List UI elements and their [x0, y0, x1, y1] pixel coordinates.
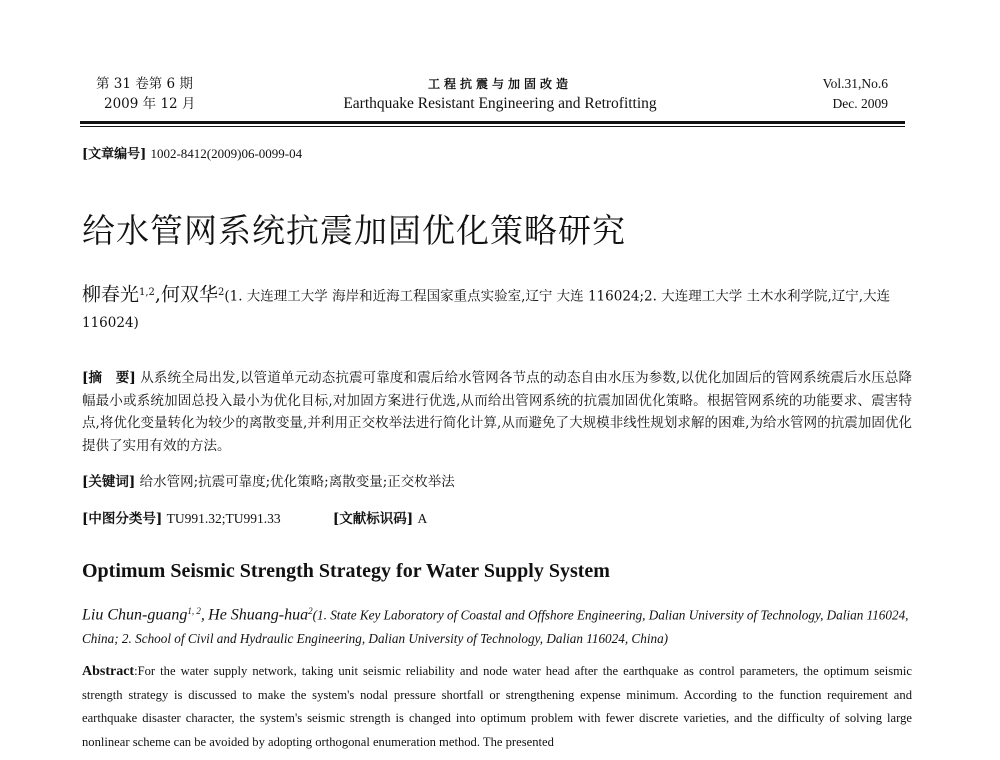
keywords-cn — [82, 470, 455, 490]
abstract-cn-label: [摘 要] — [82, 370, 136, 386]
issue-info — [96, 74, 195, 114]
issue-info-en — [823, 74, 888, 114]
header-rule-thick — [80, 121, 905, 124]
author-separator-cn: , — [154, 283, 161, 306]
author-2-cn-affil: 2 — [217, 287, 225, 298]
journal-name-cn: 工程抗震与加固改造 — [427, 77, 572, 91]
affiliation-cn: (1. 大连理工大学 海岸和近海工程国家重点实验室,辽宁 大连 116024;2. 大连理工大学 土木水利学院,辽宁,大连 116024) — [82, 288, 891, 331]
doc-code-label: [文献标识码] — [332, 511, 414, 527]
clc-label: [中图分类号] — [82, 511, 163, 527]
journal-name — [280, 74, 720, 114]
author-separator-en: , — [200, 606, 205, 624]
authors-cn — [82, 280, 912, 336]
author-2-cn: 何双华 — [160, 283, 218, 306]
abstract-en-label: Abstract — [82, 664, 135, 679]
header-rule-thin — [80, 126, 905, 127]
author-1-en-affil: 1, 2 — [187, 606, 201, 616]
affiliation-en: (1. State Key Laboratory of Coastal and Offshore Engineering, Dalian University of Technology, Dalian 116024, China; 2. School of Civil and Hydraulic Engineering, Dalian University of Technology, Dalian 116024, China) — [82, 607, 909, 647]
abstract-en-colon: : — [134, 664, 138, 678]
volume-issue-cn: 第 31 卷第 6 期 — [96, 76, 193, 92]
date-cn: 2009 年 12 月 — [104, 96, 196, 112]
article-number — [82, 143, 302, 162]
author-1-en: Liu Chun-guang — [82, 606, 188, 624]
abstract-cn-text: 从系统全局出发,以管道单元动态抗震可靠度和震后给水管网各节点的动态自由水压为参数,以优化加固后的管网系统震后水压总降幅最小或系统加固总投入最小为优化目标,对加固方案进行优选,从而给出管网系统的抗震加固优化策略。根据管网系统的功能要求、震害特点,将优化变量转化为较少的离散变量,并利用正交枚举法进行简化计算,从而避免了大规模非线性规划求解的困难,为给水管网的抗震加固优化提供了实用有效的方法。 — [82, 370, 912, 454]
keywords-cn-text: 给水管网;抗震可靠度;优化策略;离散变量;正交枚举法 — [139, 474, 455, 490]
abstract-en — [82, 660, 912, 754]
journal-name-en: Earthquake Resistant Engineering and Retrofitting — [343, 95, 657, 112]
article-number-value: 1002-8412(2009)06-0099-04 — [150, 146, 303, 161]
doc-code-value: A — [417, 511, 428, 526]
authors-en — [82, 599, 912, 651]
author-1-cn-affil: 1,2 — [139, 287, 155, 298]
keywords-cn-label: [关键词] — [82, 474, 136, 490]
article-number-label: [文章编号] — [82, 147, 147, 162]
abstract-en-text: For the water supply network, taking unit seismic reliability and node water head after the earthquake as control parameters, the optimum seismic strength strategy is discussed to make the system's nodal pressure shortfall or strengthening expense minimum. According to the function requirement and earthquake disaster character, the system's seismic strength is changed into optimum problem with fewer discrete varieties, and the difficulty of solving large nonlinear scheme can be avoided by adopting orthogonal enumeration method. The presented — [82, 664, 912, 749]
author-2-en-affil: 2 — [308, 606, 313, 616]
date-en: Dec. 2009 — [832, 96, 888, 111]
author-1-cn: 柳春光 — [82, 283, 140, 306]
title-cn: 给水管网系统抗震加固优化策略研究 — [82, 211, 626, 250]
volume-issue-en: Vol.31,No.6 — [822, 76, 888, 91]
author-2-en: He Shuang-hua — [208, 606, 309, 624]
classification — [82, 507, 427, 527]
clc-value: TU991.32;TU991.33 — [166, 511, 281, 526]
journal-header — [0, 70, 1000, 120]
abstract-cn — [82, 367, 912, 457]
title-en: Optimum Seismic Strength Strategy for Water Supply System — [82, 560, 610, 582]
